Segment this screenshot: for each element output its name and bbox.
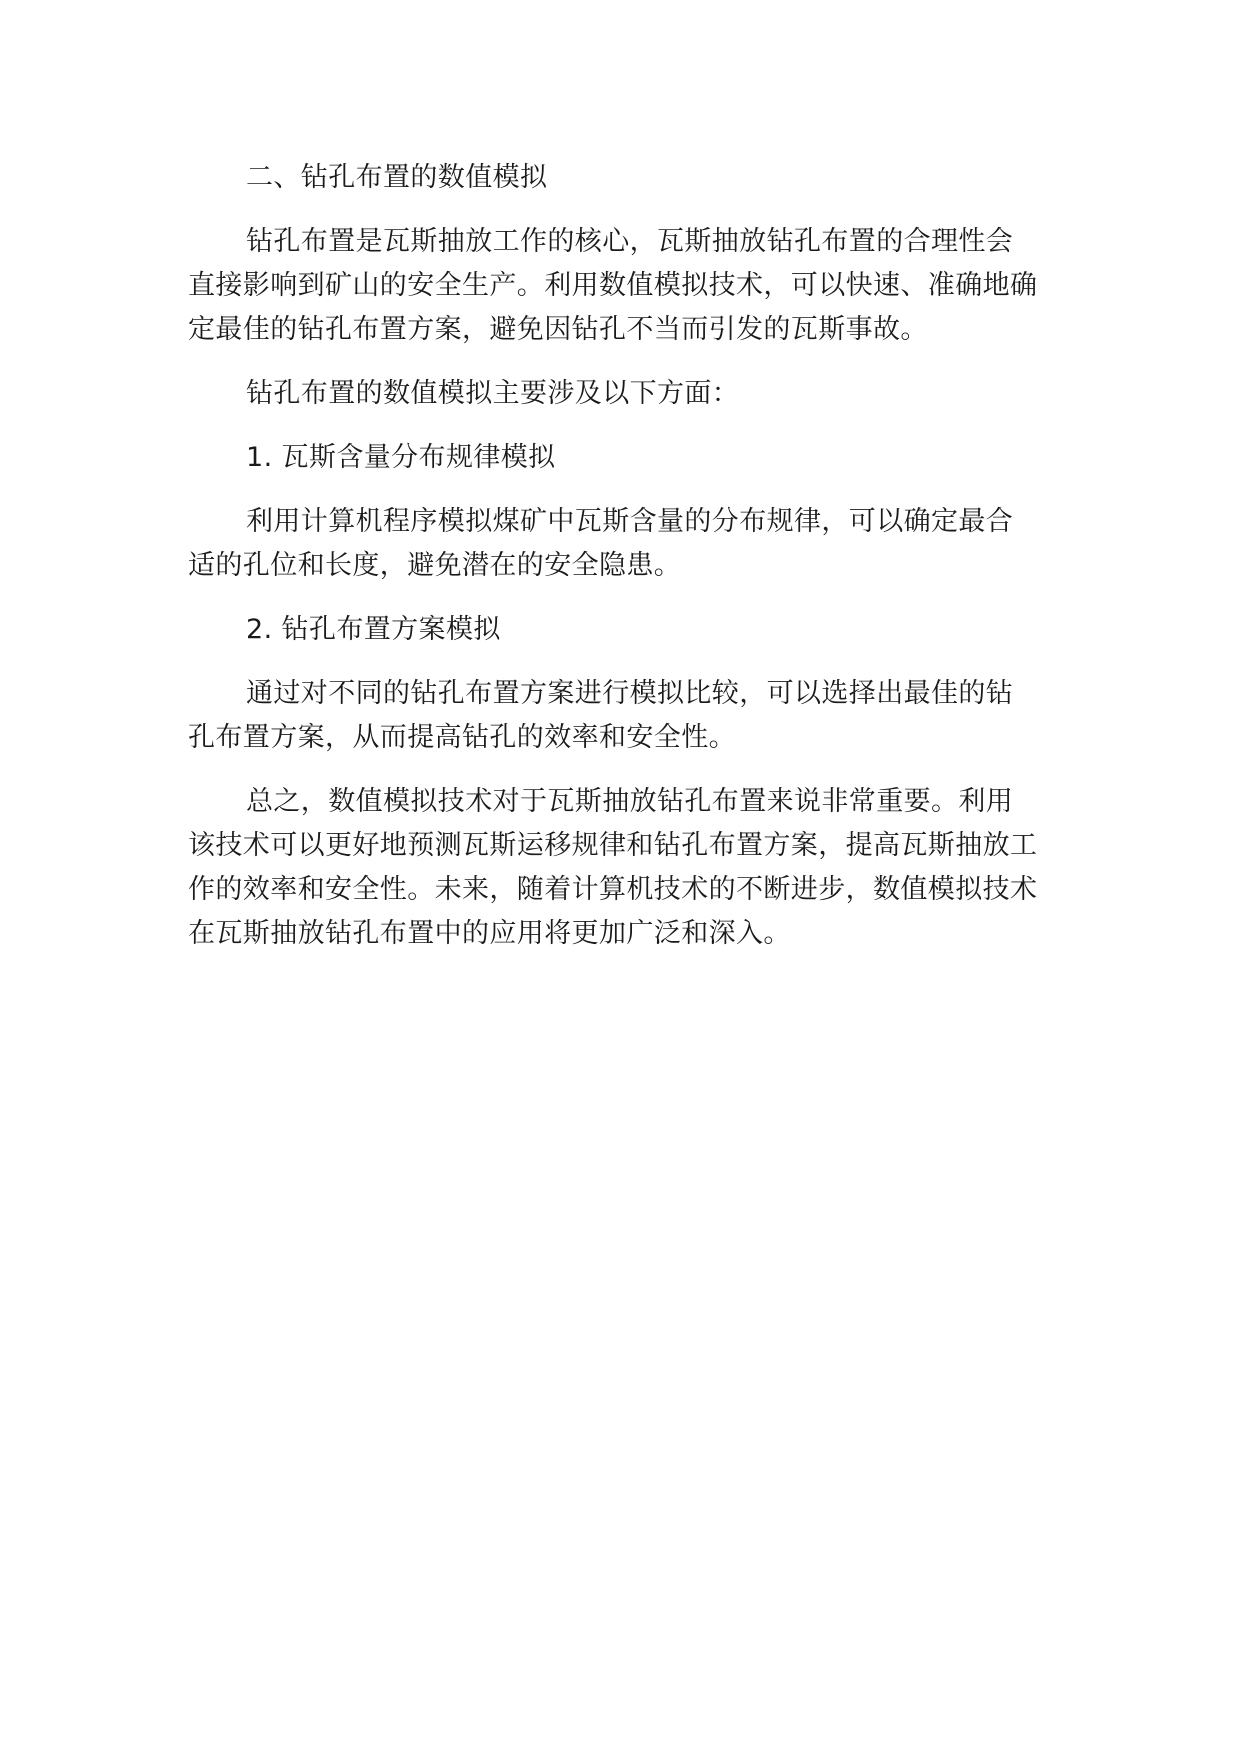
aspects-intro-paragraph: 钻孔布置的数值模拟主要涉及以下方面：: [246, 378, 740, 409]
conclusion-paragraph: 总之，数值模拟技术对于瓦斯抽放钻孔布置来说非常重要。利用该技术可以更好地预测瓦斯运移规律和钻孔布置方案，提高瓦斯抽放工作的效率和安全性。未来，随着计算机技术的不断进步，数值模拟技术在瓦斯抽放钻孔布置中的应用将更加广泛和深入。: [188, 786, 1038, 949]
item-2-paragraph: 通过对不同的钻孔布置方案进行模拟比较，可以选择出最佳的钻孔布置方案，从而提高钻孔的效率和安全性。: [188, 678, 1014, 753]
item-1-paragraph: 利用计算机程序模拟煤矿中瓦斯含量的分布规律，可以确定最合适的孔位和长度，避免潜在的安全隐患。: [188, 506, 1014, 581]
intro-paragraph: 钻孔布置是瓦斯抽放工作的核心，瓦斯抽放钻孔布置的合理性会直接影响到矿山的安全生产。利用数值模拟技术，可以快速、准确地确定最佳的钻孔布置方案，避免因钻孔不当而引发的瓦斯事故。: [188, 226, 1038, 345]
section-heading: 二、钻孔布置的数值模拟: [246, 162, 548, 193]
item-1-heading: 1. 瓦斯含量分布规律模拟: [246, 442, 556, 473]
document-body: [188, 156, 1040, 956]
item-2-heading: 2. 钻孔布置方案模拟: [246, 614, 501, 645]
